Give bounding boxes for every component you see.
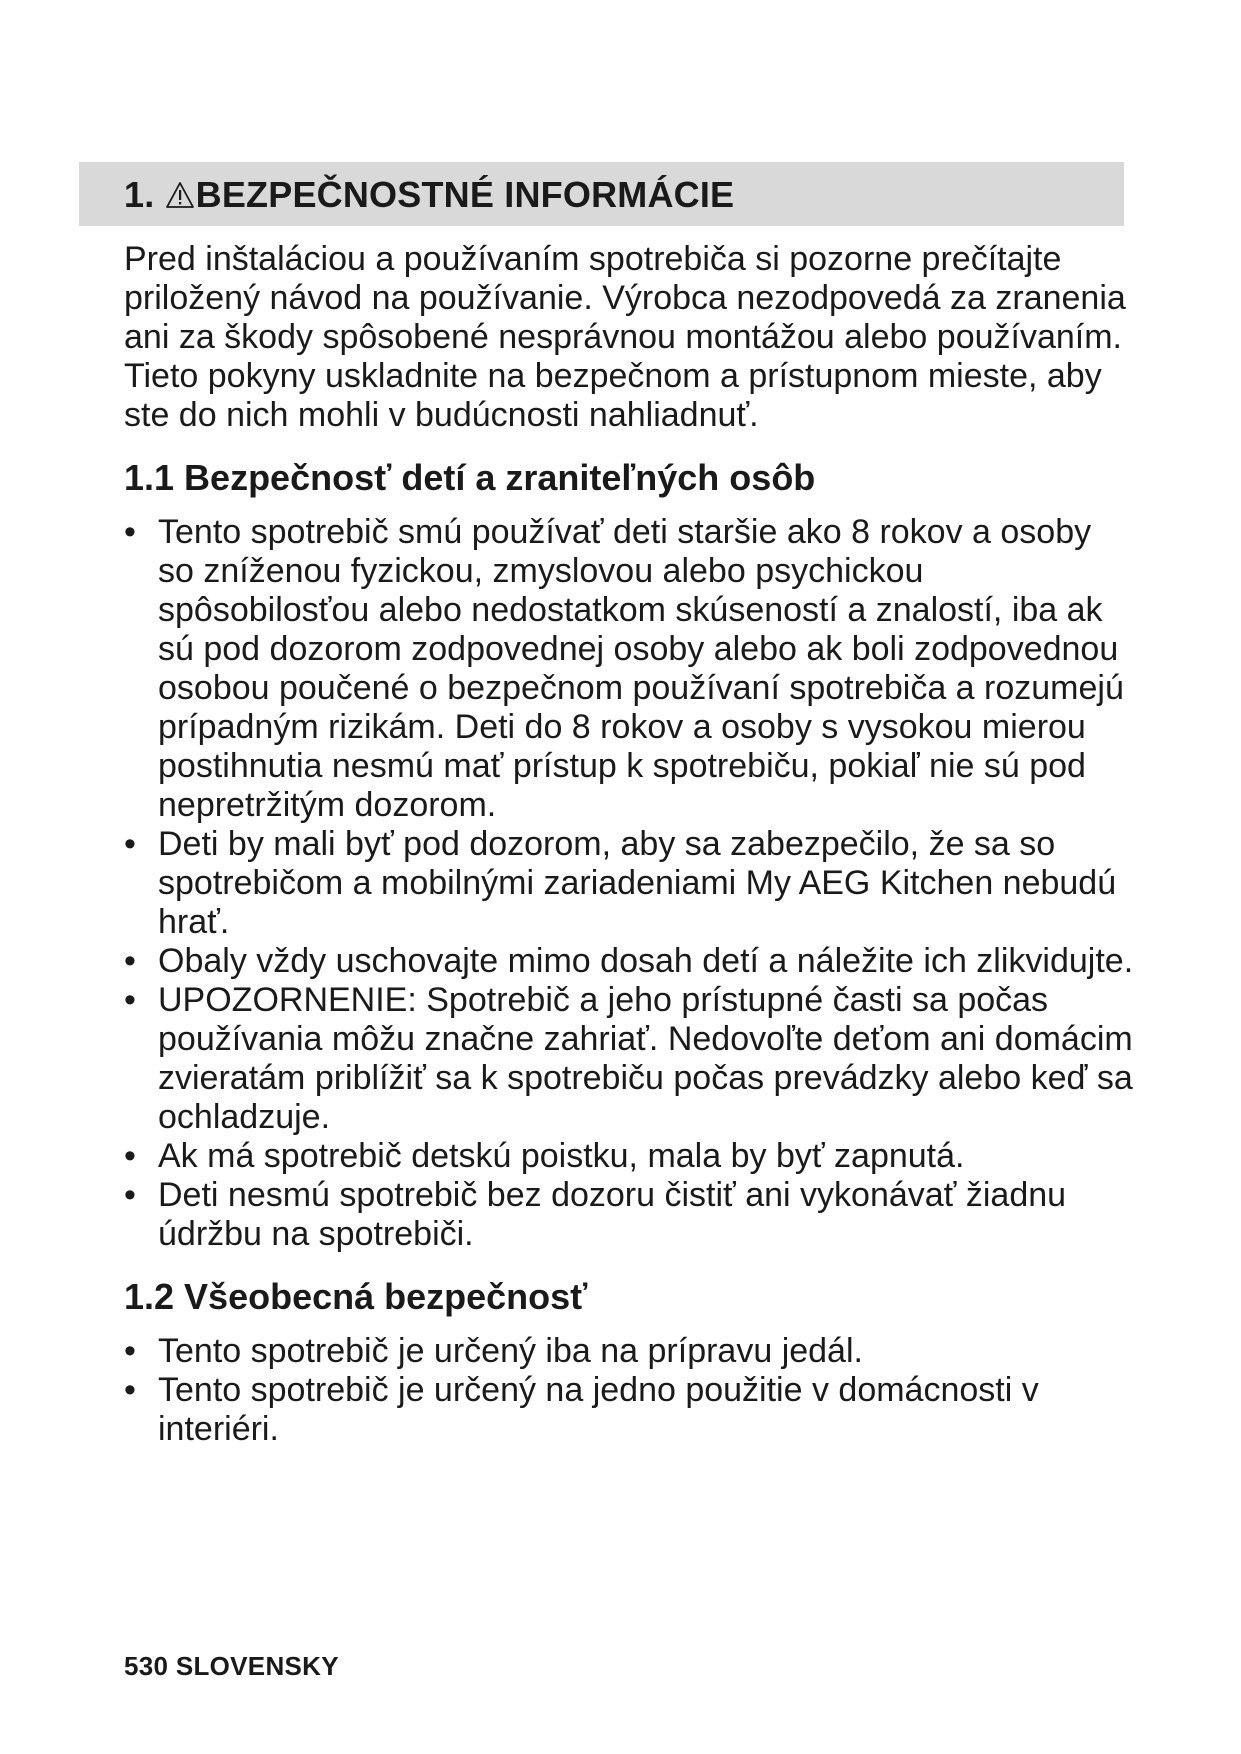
bullet-symbol: • <box>124 981 136 1019</box>
bullet-symbol: • <box>124 825 136 863</box>
list-item-text: Tento spotrebič je určený iba na prípravu jedál. <box>158 1332 863 1370</box>
footer-language: SLOVENSKY <box>175 1651 339 1681</box>
section-header <box>79 162 1124 226</box>
bullet-symbol: • <box>124 1332 136 1370</box>
list-item <box>124 513 1134 825</box>
list-item-text: Tento spotrebič smú používať deti staršie ako 8 rokov a osoby so zníženou fyzickou, zmyslovou alebo psychickou spôsobilosťou alebo nedostatkom skúseností a znalostí, iba ak sú pod dozorom zodpovednej osoby alebo ak boli zodpovednou osobou poučené o bezpečnom používaní spotrebiča a rozumejú prípadným rizikám. Deti do 8 rokov a osoby s vysokou mierou postihnutia nesmú mať prístup k spotrebiču, pokiaľ nie sú pod nepretržitým dozorom. <box>158 513 1124 824</box>
section-title <box>124 175 734 215</box>
list-item <box>124 1332 1134 1371</box>
list-item-text: Obaly vždy uschovajte mimo dosah detí a náležite ich zlikvidujte. <box>158 942 1134 980</box>
bullet-symbol: • <box>124 942 136 980</box>
list-item <box>124 981 1134 1137</box>
child-safety-list <box>124 513 1134 1254</box>
bullet-symbol: • <box>124 1176 136 1214</box>
subsection-title-general-safety: 1.2 Všeobecná bezpečnosť <box>124 1276 588 1317</box>
list-item <box>124 1176 1134 1254</box>
list-item-text: Deti nesmú spotrebič bez dozoru čistiť ani vykonávať žiadnu údržbu na spotrebiči. <box>158 1176 1067 1253</box>
list-item-text: Tento spotrebič je určený na jedno použitie v domácnosti v interiéri. <box>158 1371 1039 1448</box>
list-item-text: Ak má spotrebič detskú poistku, mala by byť zapnutá. <box>158 1137 965 1175</box>
bullet-symbol: • <box>124 1371 136 1409</box>
general-safety-list <box>124 1332 1134 1449</box>
list-item-text: Deti by mali byť pod dozorom, aby sa zabezpečilo, že sa so spotrebičom a mobilnými zariadeniami My AEG Kitchen nebudú hrať. <box>158 825 1117 941</box>
list-item-text: UPOZORNENIE: Spotrebič a jeho prístupné časti sa počas používania môžu značne zahriať. Nedovoľte deťom ani domácim zvieratám priblížiť sa k spotrebiču počas prevádzky alebo keď sa ochladzuje. <box>158 981 1133 1136</box>
list-item <box>124 942 1134 981</box>
list-item <box>124 1371 1134 1449</box>
list-item <box>124 1137 1134 1176</box>
bullet-symbol: • <box>124 513 136 551</box>
warning-triangle-icon <box>165 181 195 209</box>
subsection-title-child-safety: 1.1 Bezpečnosť detí a zraniteľných osôb <box>124 457 816 498</box>
list-item <box>124 825 1134 942</box>
intro-paragraph: Pred inštaláciou a používaním spotrebiča si pozorne prečítajte priložený návod na používanie. Výrobca nezodpovedá za zranenia ani za škody spôsobené nesprávnou montážou alebo používaním. Tieto pokyny uskladnite na bezpečnom a prístupnom mieste, aby ste do nich mohli v budúcnosti nahliadnuť. <box>124 240 1126 434</box>
section-number: 1. <box>124 174 155 215</box>
page-number: 530 <box>124 1651 169 1681</box>
page-footer <box>124 1651 339 1682</box>
section-title-text: BEZPEČNOSTNÉ INFORMÁCIE <box>195 174 735 215</box>
main-content <box>124 240 1134 1449</box>
bullet-symbol: • <box>124 1137 136 1175</box>
